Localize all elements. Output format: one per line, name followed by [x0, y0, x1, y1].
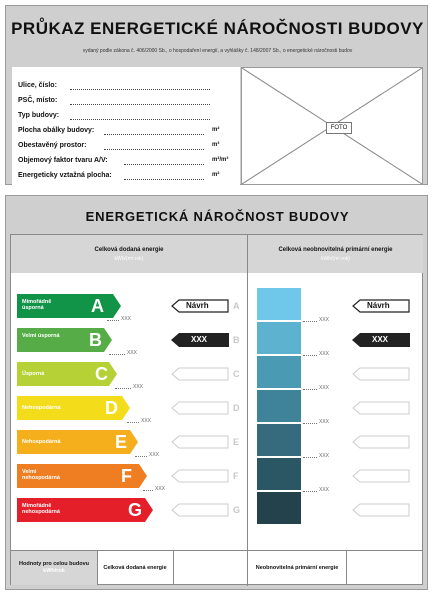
class-d-label: Nehospodárná — [22, 405, 61, 411]
boundary-tick — [303, 388, 317, 390]
boundary-tick — [115, 387, 131, 389]
boundary-label: XXX — [133, 384, 144, 390]
ghost-letter-b: B — [233, 335, 240, 345]
boundary-label: XXX — [319, 317, 330, 323]
delivered-footer-label: Celková dodaná energie — [103, 564, 167, 571]
field-label-envelope: Plocha obálky budovy: — [18, 127, 95, 134]
class-f-letter: F — [121, 466, 132, 486]
field-line-type[interactable] — [70, 118, 210, 120]
proposal-label: Návrh — [367, 301, 390, 310]
field-unit-volume: m³ — [212, 142, 220, 148]
empty-indicator-slot — [352, 367, 410, 381]
ghost-letter-a: A — [233, 301, 240, 311]
field-line-street[interactable] — [70, 88, 210, 90]
boundary-tick — [303, 354, 317, 356]
class-a-label: Mimořádně úsporná — [22, 299, 52, 311]
rating-unit: kWh/rok — [43, 568, 65, 574]
field-unit-envelope: m² — [212, 127, 220, 133]
empty-indicator-slot — [171, 435, 229, 449]
field-label-volume: Obestavěný prostor: — [18, 142, 87, 149]
boundary-label: XXX — [319, 487, 330, 493]
empty-indicator-slot — [352, 401, 410, 415]
boundary-label: XXX — [155, 486, 166, 492]
class-e-label: Nehospodárná — [22, 439, 61, 445]
field-label-street: Ulice, číslo: — [18, 82, 57, 89]
field-label-zip: PSČ, místo: — [18, 97, 58, 104]
column-divider — [247, 235, 248, 586]
field-line-envelope[interactable] — [104, 133, 204, 135]
field-line-shape-factor[interactable] — [124, 163, 204, 165]
ghost-letter-c: C — [233, 369, 240, 379]
class-e-letter: E — [115, 432, 128, 452]
rating-footer-label — [11, 550, 98, 585]
boundary-tick — [127, 421, 139, 423]
delivered-energy-value[interactable] — [173, 550, 247, 585]
primary-energy-value[interactable] — [346, 550, 423, 585]
scale-step — [257, 322, 301, 354]
field-line-volume[interactable] — [104, 148, 204, 150]
rating-label: Hodnoty pro celou budovu — [19, 561, 89, 567]
boundary-label: XXX — [121, 316, 132, 322]
empty-indicator-slot — [171, 367, 229, 381]
field-label-type: Typ budovy: — [18, 112, 60, 119]
class-c-letter: C — [95, 364, 108, 384]
boundary-label: XXX — [319, 351, 330, 357]
field-unit-floor-area: m² — [212, 172, 220, 178]
delivered-energy-title: Celková dodaná energie — [94, 247, 164, 253]
photo-label: FOTO — [326, 122, 352, 134]
class-b-letter: B — [89, 330, 102, 350]
empty-indicator-slot — [171, 503, 229, 517]
class-d-letter: D — [105, 398, 118, 418]
proposal-label: Návrh — [186, 301, 209, 310]
class-g-letter: G — [128, 500, 143, 520]
energy-performance-block — [5, 195, 428, 590]
class-a-letter: A — [91, 296, 104, 316]
empty-indicator-slot — [352, 503, 410, 517]
ghost-letter-e: E — [233, 437, 240, 447]
primary-footer-label: Neobnovitelná primární energie — [255, 564, 339, 571]
class-c-label: Úsporná — [22, 371, 45, 377]
class-f-label: Velmi nehospodárná — [22, 469, 60, 481]
scale-step — [257, 288, 301, 320]
reference-label: XXX — [191, 335, 208, 344]
reference-label: XXX — [372, 335, 389, 344]
scale-step — [257, 458, 301, 490]
class-b-label: Velmi úsporná — [22, 333, 60, 339]
boundary-label: XXX — [319, 453, 330, 459]
boundary-label: XXX — [127, 350, 138, 356]
delivered-energy-footer — [97, 550, 174, 585]
building-info-form — [12, 67, 240, 185]
boundary-tick — [107, 319, 119, 321]
primary-energy-title: Celková neobnovitelná primární energie — [278, 247, 393, 253]
field-label-shape-factor: Objemový faktor tvaru A/V: — [18, 157, 108, 164]
ghost-letter-f: F — [233, 471, 239, 481]
empty-indicator-slot — [352, 469, 410, 483]
scale-step — [257, 424, 301, 456]
class-g-label: Mimořádně nehospodárná — [22, 503, 60, 515]
field-label-floor-area: Energeticky vztažná plocha: — [18, 172, 112, 179]
boundary-label: XXX — [319, 419, 330, 425]
empty-indicator-slot — [171, 469, 229, 483]
document-subtitle: vydaný podle zákona č. 406/2000 Sb., o hospodaření energií, a vyhlášky č. 148/2007 Sb., o energetické náročnosti budov — [82, 48, 353, 54]
boundary-tick — [303, 456, 317, 458]
primary-energy-unit: kWh/(m².rok) — [321, 256, 350, 262]
scale-step — [257, 492, 301, 524]
delivered-energy-header — [11, 235, 247, 273]
boundary-tick — [303, 490, 317, 492]
section-title: ENERGETICKÁ NÁROČNOST BUDOVY — [85, 209, 350, 224]
boundary-tick — [303, 320, 317, 322]
field-line-zip[interactable] — [70, 103, 210, 105]
empty-indicator-slot — [171, 401, 229, 415]
document-title: PRŮKAZ ENERGETICKÉ NÁROČNOSTI BUDOVY — [11, 19, 424, 38]
empty-indicator-slot — [352, 435, 410, 449]
primary-energy-footer — [248, 550, 347, 585]
field-line-floor-area[interactable] — [124, 178, 204, 180]
boundary-label: XXX — [141, 418, 152, 424]
boundary-tick — [143, 489, 153, 491]
ghost-letter-g: G — [233, 505, 241, 515]
boundary-label: XXX — [149, 452, 160, 458]
photo-placeholder[interactable] — [241, 67, 423, 185]
boundary-tick — [135, 455, 147, 457]
delivered-energy-unit: kWh/(m².rok) — [114, 256, 144, 262]
header-block — [5, 5, 428, 185]
scale-step — [257, 356, 301, 388]
field-unit-shape-factor: m²/m³ — [212, 157, 229, 163]
boundary-label: XXX — [319, 385, 330, 391]
boundary-tick — [303, 422, 317, 424]
primary-energy-header — [248, 235, 423, 273]
scale-step — [257, 390, 301, 422]
rating-panel — [10, 234, 423, 585]
boundary-tick — [109, 353, 125, 355]
ghost-letter-d: D — [233, 403, 240, 413]
